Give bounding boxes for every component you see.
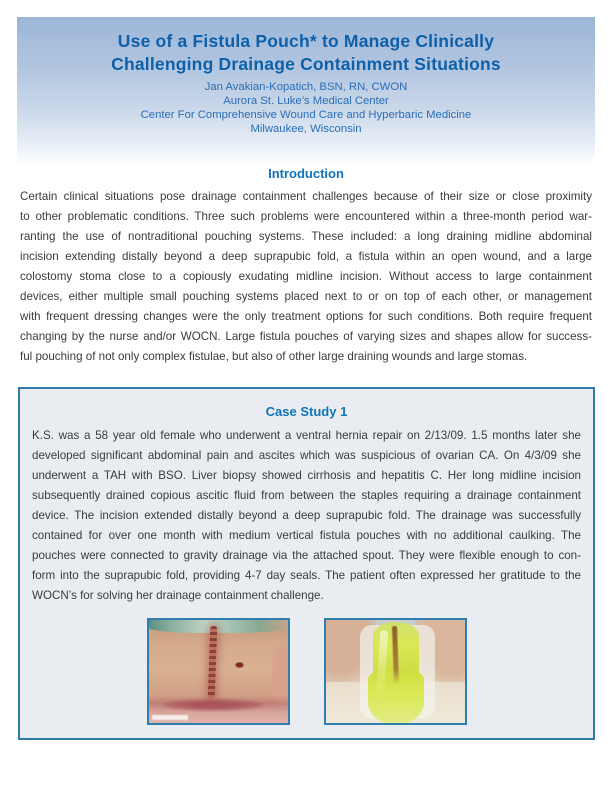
text-line: to other problematic conditions. Three such problems were encountered within a three-month period war- bbox=[20, 210, 592, 223]
text-line: changing by the nurse and/or WOCN. Large fistula pouches of varying sizes and shapes allow for success- bbox=[20, 330, 592, 343]
case-study-1-heading: Case Study 1 bbox=[265, 404, 348, 419]
introduction-paragraph bbox=[20, 187, 592, 367]
text-line: pouches were connected to gravity drainage via the attached spout. They were flexible enough to con- bbox=[32, 549, 581, 562]
text-line: Aurora St. Luke’s Medical Center bbox=[223, 95, 389, 107]
text-line: form into the suprapubic fold, providing 4-7 day seals. The patient often expressed her gratitude to the bbox=[32, 569, 581, 582]
text-line: subsequently drained copious ascitic fluid from between the staples requiring a drainage containment bbox=[32, 489, 581, 502]
case-study-1-photos bbox=[20, 618, 593, 725]
introduction-heading: Introduction bbox=[268, 166, 344, 181]
text-line: Milwaukee, Wisconsin bbox=[250, 123, 362, 135]
skin-irritation bbox=[163, 699, 263, 711]
text-line: Jan Avakian-Kopatich, BSN, RN, CWON bbox=[204, 81, 408, 93]
text-line: colostomy stoma close to a copiously exudating midline incision. Without access to large containment bbox=[20, 270, 592, 283]
text-line: incision extending distally beyond a deep suprapubic fold, a fistula within an open wound, and a large bbox=[20, 250, 592, 263]
photo-fistula-pouch bbox=[324, 618, 467, 725]
text-line: with frequent dressing changes were the only treatment options for such conditions. Both require frequent bbox=[20, 310, 592, 323]
text-line: ful pouching of not only complex fistulae, but also of other large draining wounds and large stomas. bbox=[20, 350, 528, 363]
text-line: Certain clinical situations pose drainage containment challenges because of their size or close proximity bbox=[20, 190, 592, 203]
text-line: WOCN’s for solving her drainage containment challenge. bbox=[32, 589, 324, 602]
text-line: Challenging Drainage Containment Situations bbox=[111, 54, 501, 74]
text-line: device. The incision extended distally beyond a deep suprapubic fold. The drainage was successfully bbox=[32, 509, 581, 522]
text-line: Center For Comprehensive Wound Care and Hyperbaric Medicine bbox=[140, 109, 472, 121]
text-line: K.S. was a 58 year old female who underwent a ventral hernia repair on 2/13/09. 1.5 months later she bbox=[32, 429, 581, 442]
case-study-1-paragraph bbox=[32, 426, 581, 606]
text-line: Use of a Fistula Pouch* to Manage Clinically bbox=[117, 31, 495, 51]
introduction-section bbox=[20, 166, 592, 367]
wound-spot bbox=[235, 662, 244, 668]
author-block bbox=[17, 80, 595, 136]
text-line: ranting the use of nontraditional pouching systems. These included: a long draining midline abdominal bbox=[20, 230, 592, 243]
header-banner bbox=[17, 17, 595, 164]
text-line: developed significant abdominal pain and ascites which was suspicious of ovarian CA. On 4/3/09 she bbox=[32, 449, 581, 462]
case-study-1-box bbox=[18, 387, 595, 740]
photo-watermark bbox=[152, 715, 188, 720]
photo-midline-incision bbox=[147, 618, 290, 725]
text-line: devices, either multiple small pouching systems placed next to or on top of each other, or management bbox=[20, 290, 592, 303]
text-line: contained for over one month with medium vertical fistula pouches with no additional caulking. The bbox=[32, 529, 581, 542]
surgical-drape bbox=[149, 620, 288, 633]
text-line: underwent a TAH with BSO. Liver biopsy showed cirrhosis and hepatitis C. Her long midline incision bbox=[32, 469, 581, 482]
poster-title bbox=[17, 17, 595, 76]
